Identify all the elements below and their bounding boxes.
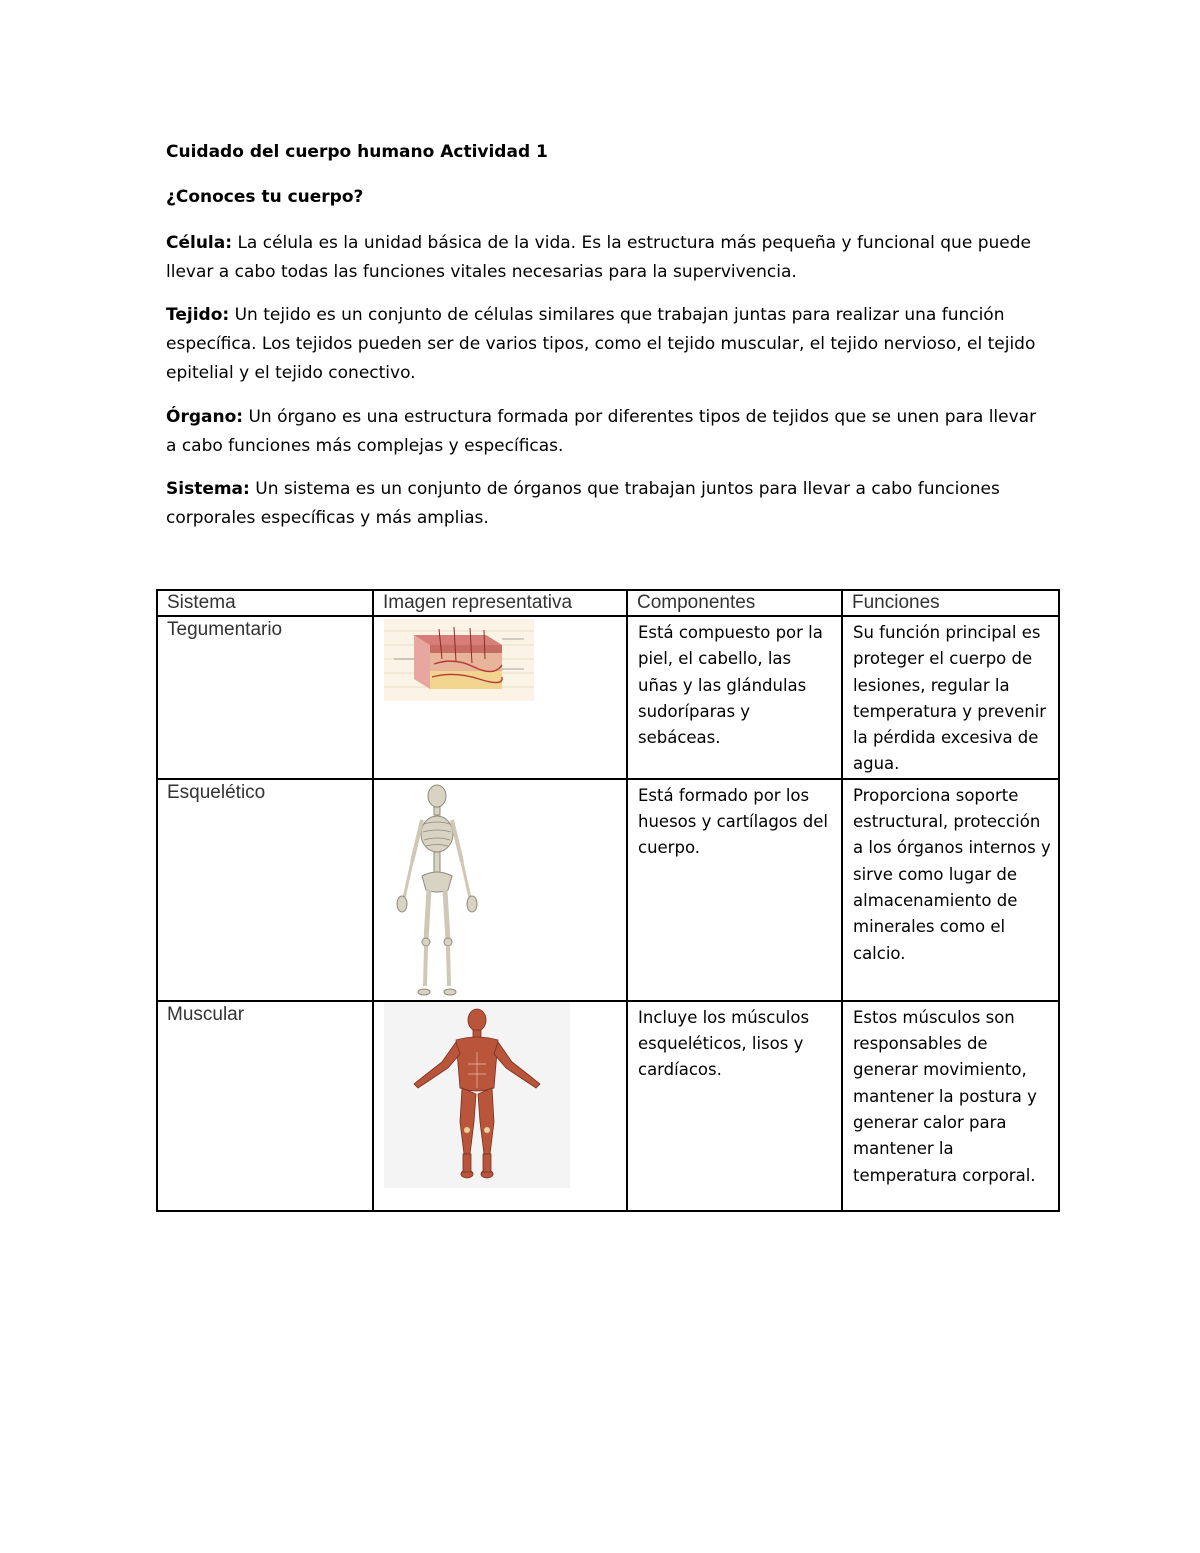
definition-term: Célula: <box>166 233 233 253</box>
header-componentes: Componentes <box>627 590 842 616</box>
system-name: Muscular <box>167 1003 245 1025</box>
definition-term: Sistema: <box>166 479 250 499</box>
system-name: Esquelético <box>167 781 266 803</box>
header-sistema: Sistema <box>157 590 373 616</box>
cell-sistema <box>157 1001 373 1211</box>
functions-text: Proporciona soporte estructural, protección a los órganos internos y sirve como lugar de almacenamiento de minerales como el calcio. <box>853 785 1051 963</box>
components-text: Está formado por los huesos y cartílagos del cuerpo. <box>638 785 828 858</box>
document-title: Cuidado del cuerpo humano Actividad 1 <box>166 142 548 162</box>
skeleton-icon <box>382 782 492 1000</box>
skeleton-image <box>374 782 626 1000</box>
definition-sistema <box>166 475 1046 533</box>
cell-funciones <box>842 1001 1059 1211</box>
table-row <box>157 1001 1059 1211</box>
table-header-row <box>157 590 1059 616</box>
cell-imagen <box>373 1001 627 1211</box>
cell-imagen <box>373 779 627 1001</box>
cell-componentes <box>627 616 842 779</box>
system-name: Tegumentario <box>167 619 283 640</box>
definition-term: Órgano: <box>166 407 244 427</box>
document-subtitle: ¿Conoces tu cuerpo? <box>166 187 364 207</box>
functions-text: Estos músculos son responsables de generar movimiento, mantener la postura y generar calor para mantener la temperatura corporal. <box>853 1007 1037 1185</box>
definition-text: Un órgano es una estructura formada por diferentes tipos de tejidos que se unen para llevar a cabo funciones más complejas y específicas. <box>166 407 1037 456</box>
skin-image <box>374 619 626 701</box>
cell-componentes <box>627 1001 842 1211</box>
muscular-system-icon <box>384 1002 570 1188</box>
definition-text: La célula es la unidad básica de la vida. Es la estructura más pequeña y funcional que puede llevar a cabo todas las funciones vitales necesarias para la supervivencia. <box>166 233 1031 282</box>
cell-funciones <box>842 779 1059 1001</box>
muscle-image <box>374 1002 626 1188</box>
definition-celula <box>166 229 1046 287</box>
header-funciones: Funciones <box>842 590 1059 616</box>
definition-organo <box>166 403 1046 461</box>
functions-text: Su función principal es proteger el cuerpo de lesiones, regular la temperatura y prevenir la pérdida excesiva de agua. <box>853 623 1047 774</box>
systems-table <box>156 589 1060 1212</box>
definition-tejido <box>166 301 1046 388</box>
definition-text: Un tejido es un conjunto de células similares que trabajan juntas para realizar una función específica. Los tejidos pueden ser de varios tipos, como el tejido muscular, el tejido nervioso, el tejido epitelial y el tejido conectivo. <box>166 305 1036 383</box>
header-imagen: Imagen representativa <box>373 590 627 616</box>
skin-cross-section-icon <box>384 619 534 701</box>
cell-funciones <box>842 616 1059 779</box>
cell-componentes <box>627 779 842 1001</box>
table-row <box>157 616 1059 779</box>
components-text: Incluye los músculos esqueléticos, lisos y cardíacos. <box>638 1007 810 1080</box>
components-text: Está compuesto por la piel, el cabello, las uñas y las glándulas sudoríparas y sebáceas. <box>638 623 823 748</box>
cell-imagen <box>373 616 627 779</box>
table-row <box>157 779 1059 1001</box>
cell-sistema <box>157 779 373 1001</box>
definition-term: Tejido: <box>166 305 230 325</box>
cell-sistema <box>157 616 373 779</box>
definition-text: Un sistema es un conjunto de órganos que trabajan juntos para llevar a cabo funciones corporales específicas y más amplias. <box>166 479 1000 528</box>
